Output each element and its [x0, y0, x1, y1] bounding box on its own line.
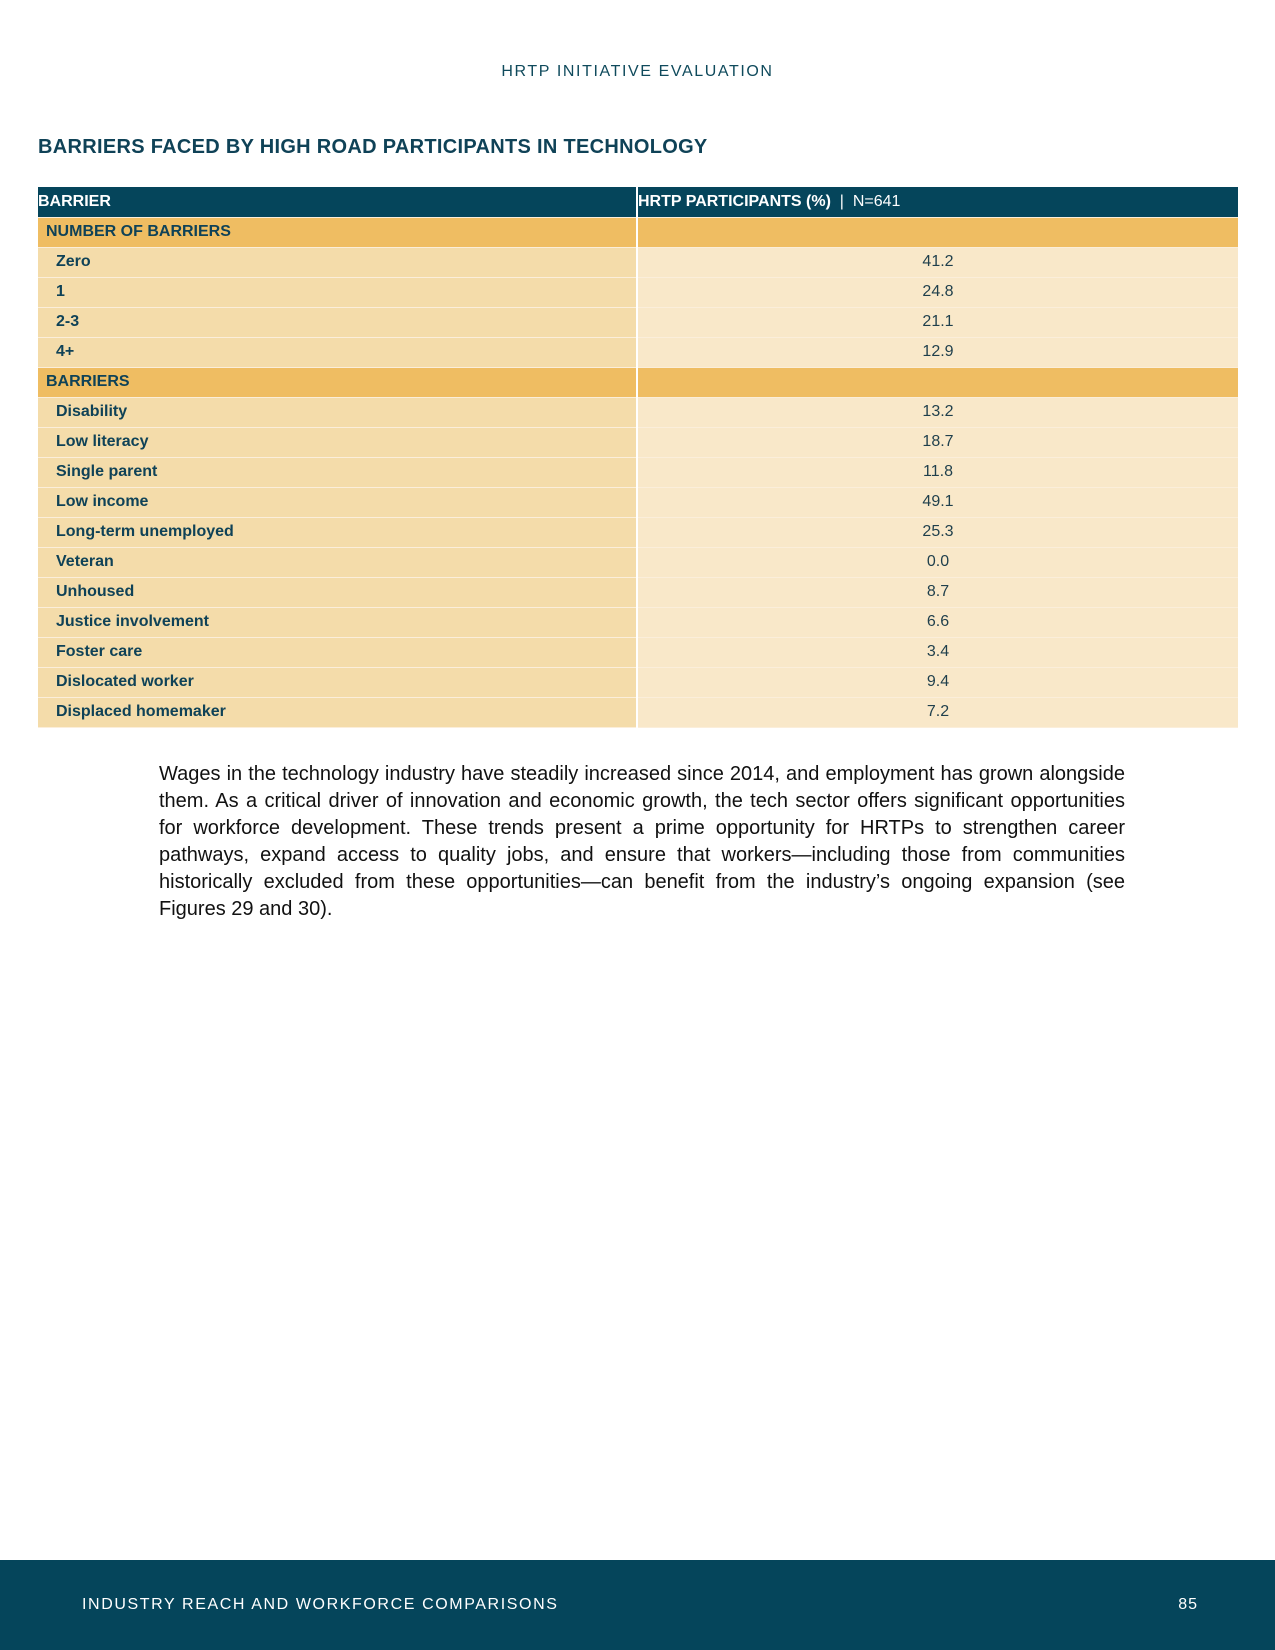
participant-percent: 7.2: [637, 697, 1238, 727]
col-header-participants-label: HRTP PARTICIPANTS (%): [638, 192, 831, 210]
footer: [0, 1560, 1275, 1650]
barrier-label: Low income: [38, 487, 637, 517]
participant-percent: 9.4: [637, 667, 1238, 697]
table-row: [38, 697, 1238, 727]
section-value-cell: [637, 367, 1238, 397]
participant-percent: 0.0: [637, 547, 1238, 577]
col-header-sample-size: N=641: [852, 192, 901, 210]
col-header-separator: |: [839, 192, 844, 210]
table-header: [38, 187, 1238, 217]
table-row: [38, 667, 1238, 697]
table-title: BARRIERS FACED BY HIGH ROAD PARTICIPANTS IN TECHNOLOGY: [38, 136, 708, 158]
section-row: [38, 217, 1238, 247]
barrier-label: Low literacy: [38, 427, 637, 457]
participant-percent: 25.3: [637, 517, 1238, 547]
body-paragraph: Wages in the technology industry have steadily increased since 2014, and employment has grown alongside them. As a critical driver of innovation and economic growth, the tech sector offers significant opportunities for workforce development. These trends present a prime opportunity for HRTPs to strengthen career pathways, expand access to quality jobs, and ensure that workers—including those from communities historically excluded from these opportunities—can benefit from the industry’s ongoing expansion (see Figures 29 and 30).: [159, 763, 1125, 920]
table-row: [38, 427, 1238, 457]
table-row: [38, 307, 1238, 337]
barrier-label: Displaced homemaker: [38, 697, 637, 727]
table-row: [38, 607, 1238, 637]
barrier-label: Dislocated worker: [38, 667, 637, 697]
barrier-label: Zero: [38, 247, 637, 277]
barrier-label: Long-term unemployed: [38, 517, 637, 547]
table-body: [38, 217, 1238, 727]
table-row: [38, 547, 1238, 577]
table-row: [38, 337, 1238, 367]
section-label: NUMBER OF BARRIERS: [38, 217, 637, 247]
barrier-label: 4+: [38, 337, 637, 367]
table-row: [38, 397, 1238, 427]
barrier-label: Disability: [38, 397, 637, 427]
col-header-barrier: BARRIER: [38, 187, 637, 217]
running-head: HRTP INITIATIVE EVALUATION: [501, 63, 774, 80]
barrier-label: Unhoused: [38, 577, 637, 607]
participant-percent: 6.6: [637, 607, 1238, 637]
participant-percent: 11.8: [637, 457, 1238, 487]
table-row: [38, 517, 1238, 547]
participant-percent: 24.8: [637, 277, 1238, 307]
page-number: 85: [1178, 1596, 1198, 1613]
table-row: [38, 277, 1238, 307]
table-row: [38, 577, 1238, 607]
participant-percent: 21.1: [637, 307, 1238, 337]
table-row: [38, 487, 1238, 517]
barrier-label: Justice involvement: [38, 607, 637, 637]
barrier-label: Veteran: [38, 547, 637, 577]
col-header-participants: [637, 187, 1238, 217]
participant-percent: 18.7: [637, 427, 1238, 457]
participant-percent: 3.4: [637, 637, 1238, 667]
participant-percent: 13.2: [637, 397, 1238, 427]
participant-percent: 12.9: [637, 337, 1238, 367]
barrier-label: Single parent: [38, 457, 637, 487]
section-row: [38, 367, 1238, 397]
participant-percent: 41.2: [637, 247, 1238, 277]
table-row: [38, 457, 1238, 487]
barrier-label: 2-3: [38, 307, 637, 337]
section-label: BARRIERS: [38, 367, 637, 397]
table-row: [38, 637, 1238, 667]
barriers-table: [38, 187, 1238, 728]
barrier-label: 1: [38, 277, 637, 307]
participant-percent: 8.7: [637, 577, 1238, 607]
footer-section-title: INDUSTRY REACH AND WORKFORCE COMPARISONS: [82, 1596, 559, 1613]
barrier-label: Foster care: [38, 637, 637, 667]
table-header-row: [38, 187, 1238, 217]
table-row: [38, 247, 1238, 277]
section-value-cell: [637, 217, 1238, 247]
participant-percent: 49.1: [637, 487, 1238, 517]
